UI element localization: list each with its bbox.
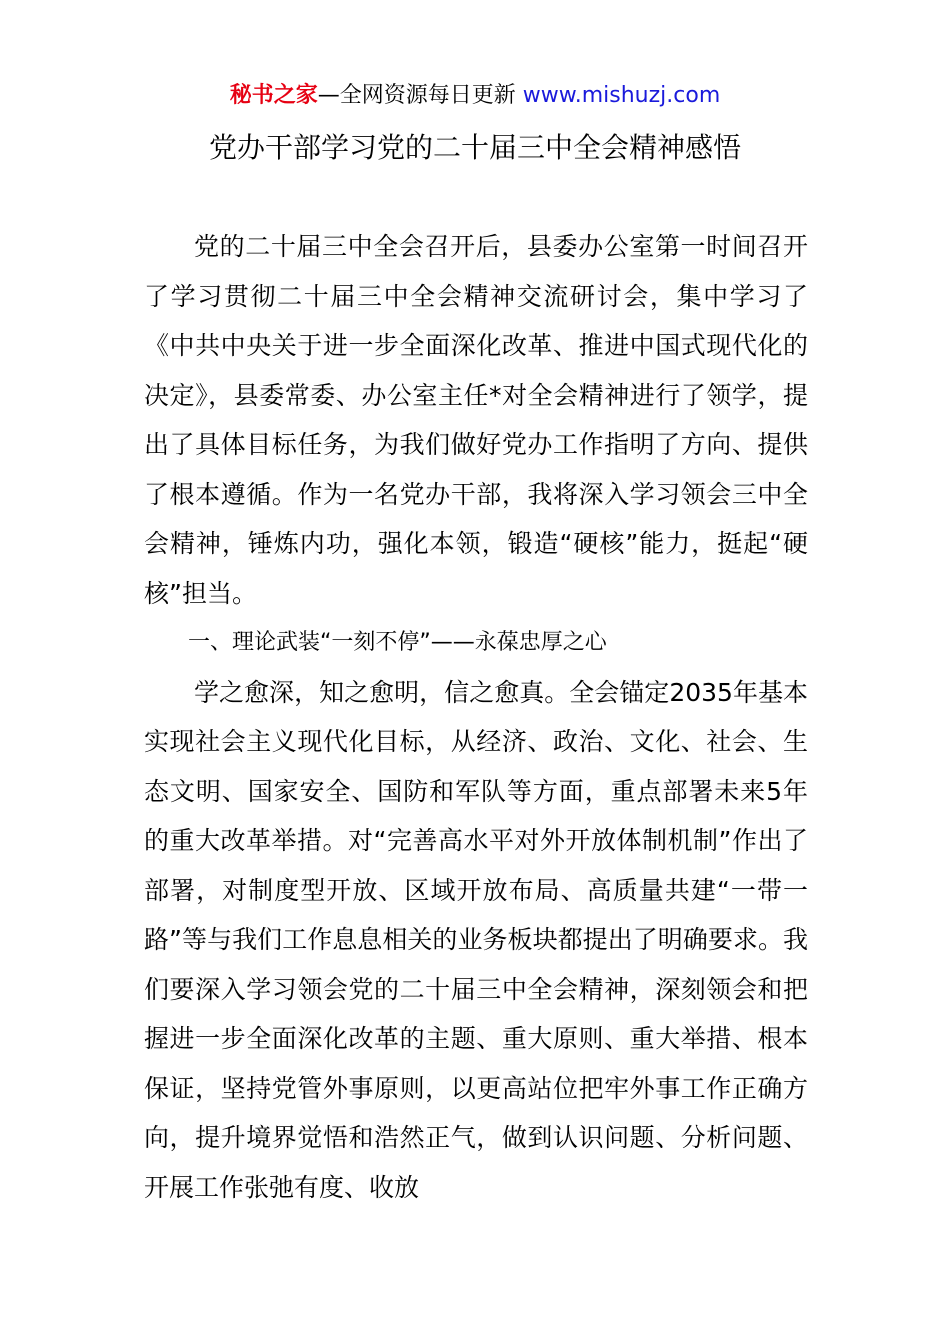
site-url-link[interactable]: www.mishuzj.com [522,83,721,108]
site-header [0,80,950,112]
site-brand: 秘书之家 [229,83,318,108]
section-heading: 一、理论武装“一刻不停”——永葆忠厚之心 [188,630,607,655]
document-body [144,222,808,1212]
document-title: 党办干部学习党的二十届三中全会精神感悟 [208,131,741,164]
body-paragraph: 学之愈深，知之愈明，信之愈真。全会锚定2035年基本实现社会主义现代化目标，从经济、政治、文化、社会、生态文明、国家安全、国防和军队等方面，重点部署未来5年的重大改革举措。对“完善高水平对外开放体制机制”作出了部署，对制度型开放、区域开放布局、高质量共建“一带一路”等与我们工作息息相关的业务板块都提出了明确要求。我们要深入学习领会党的二十届三中全会精神，深刻领会和把握进一步全面深化改革的主题、重大原则、重大举措、根本保证，坚持党管外事原则，以更高站位把牢外事工作正确方向，提升境界觉悟和浩然正气，做到认识问题、分析问题、开展工作张弛有度、收放 [144,677,809,1202]
site-tagline: —全网资源每日更新 [317,83,516,108]
intro-paragraph: 党的二十届三中全会召开后，县委办公室第一时间召开了学习贯彻二十届三中全会精神交流研讨会，集中学习了《中共中央关于进一步全面深化改革、推进中国式现代化的决定》，县委常委、办公室主任*对全会精神进行了领学，提出了具体目标任务，为我们做好党办工作指明了方向、提供了根本遵循。作为一名党办干部，我将深入学习领会三中全会精神，锤炼内功，强化本领，锻造“硬核”能力，挺起“硬核”担当。 [144,232,808,608]
